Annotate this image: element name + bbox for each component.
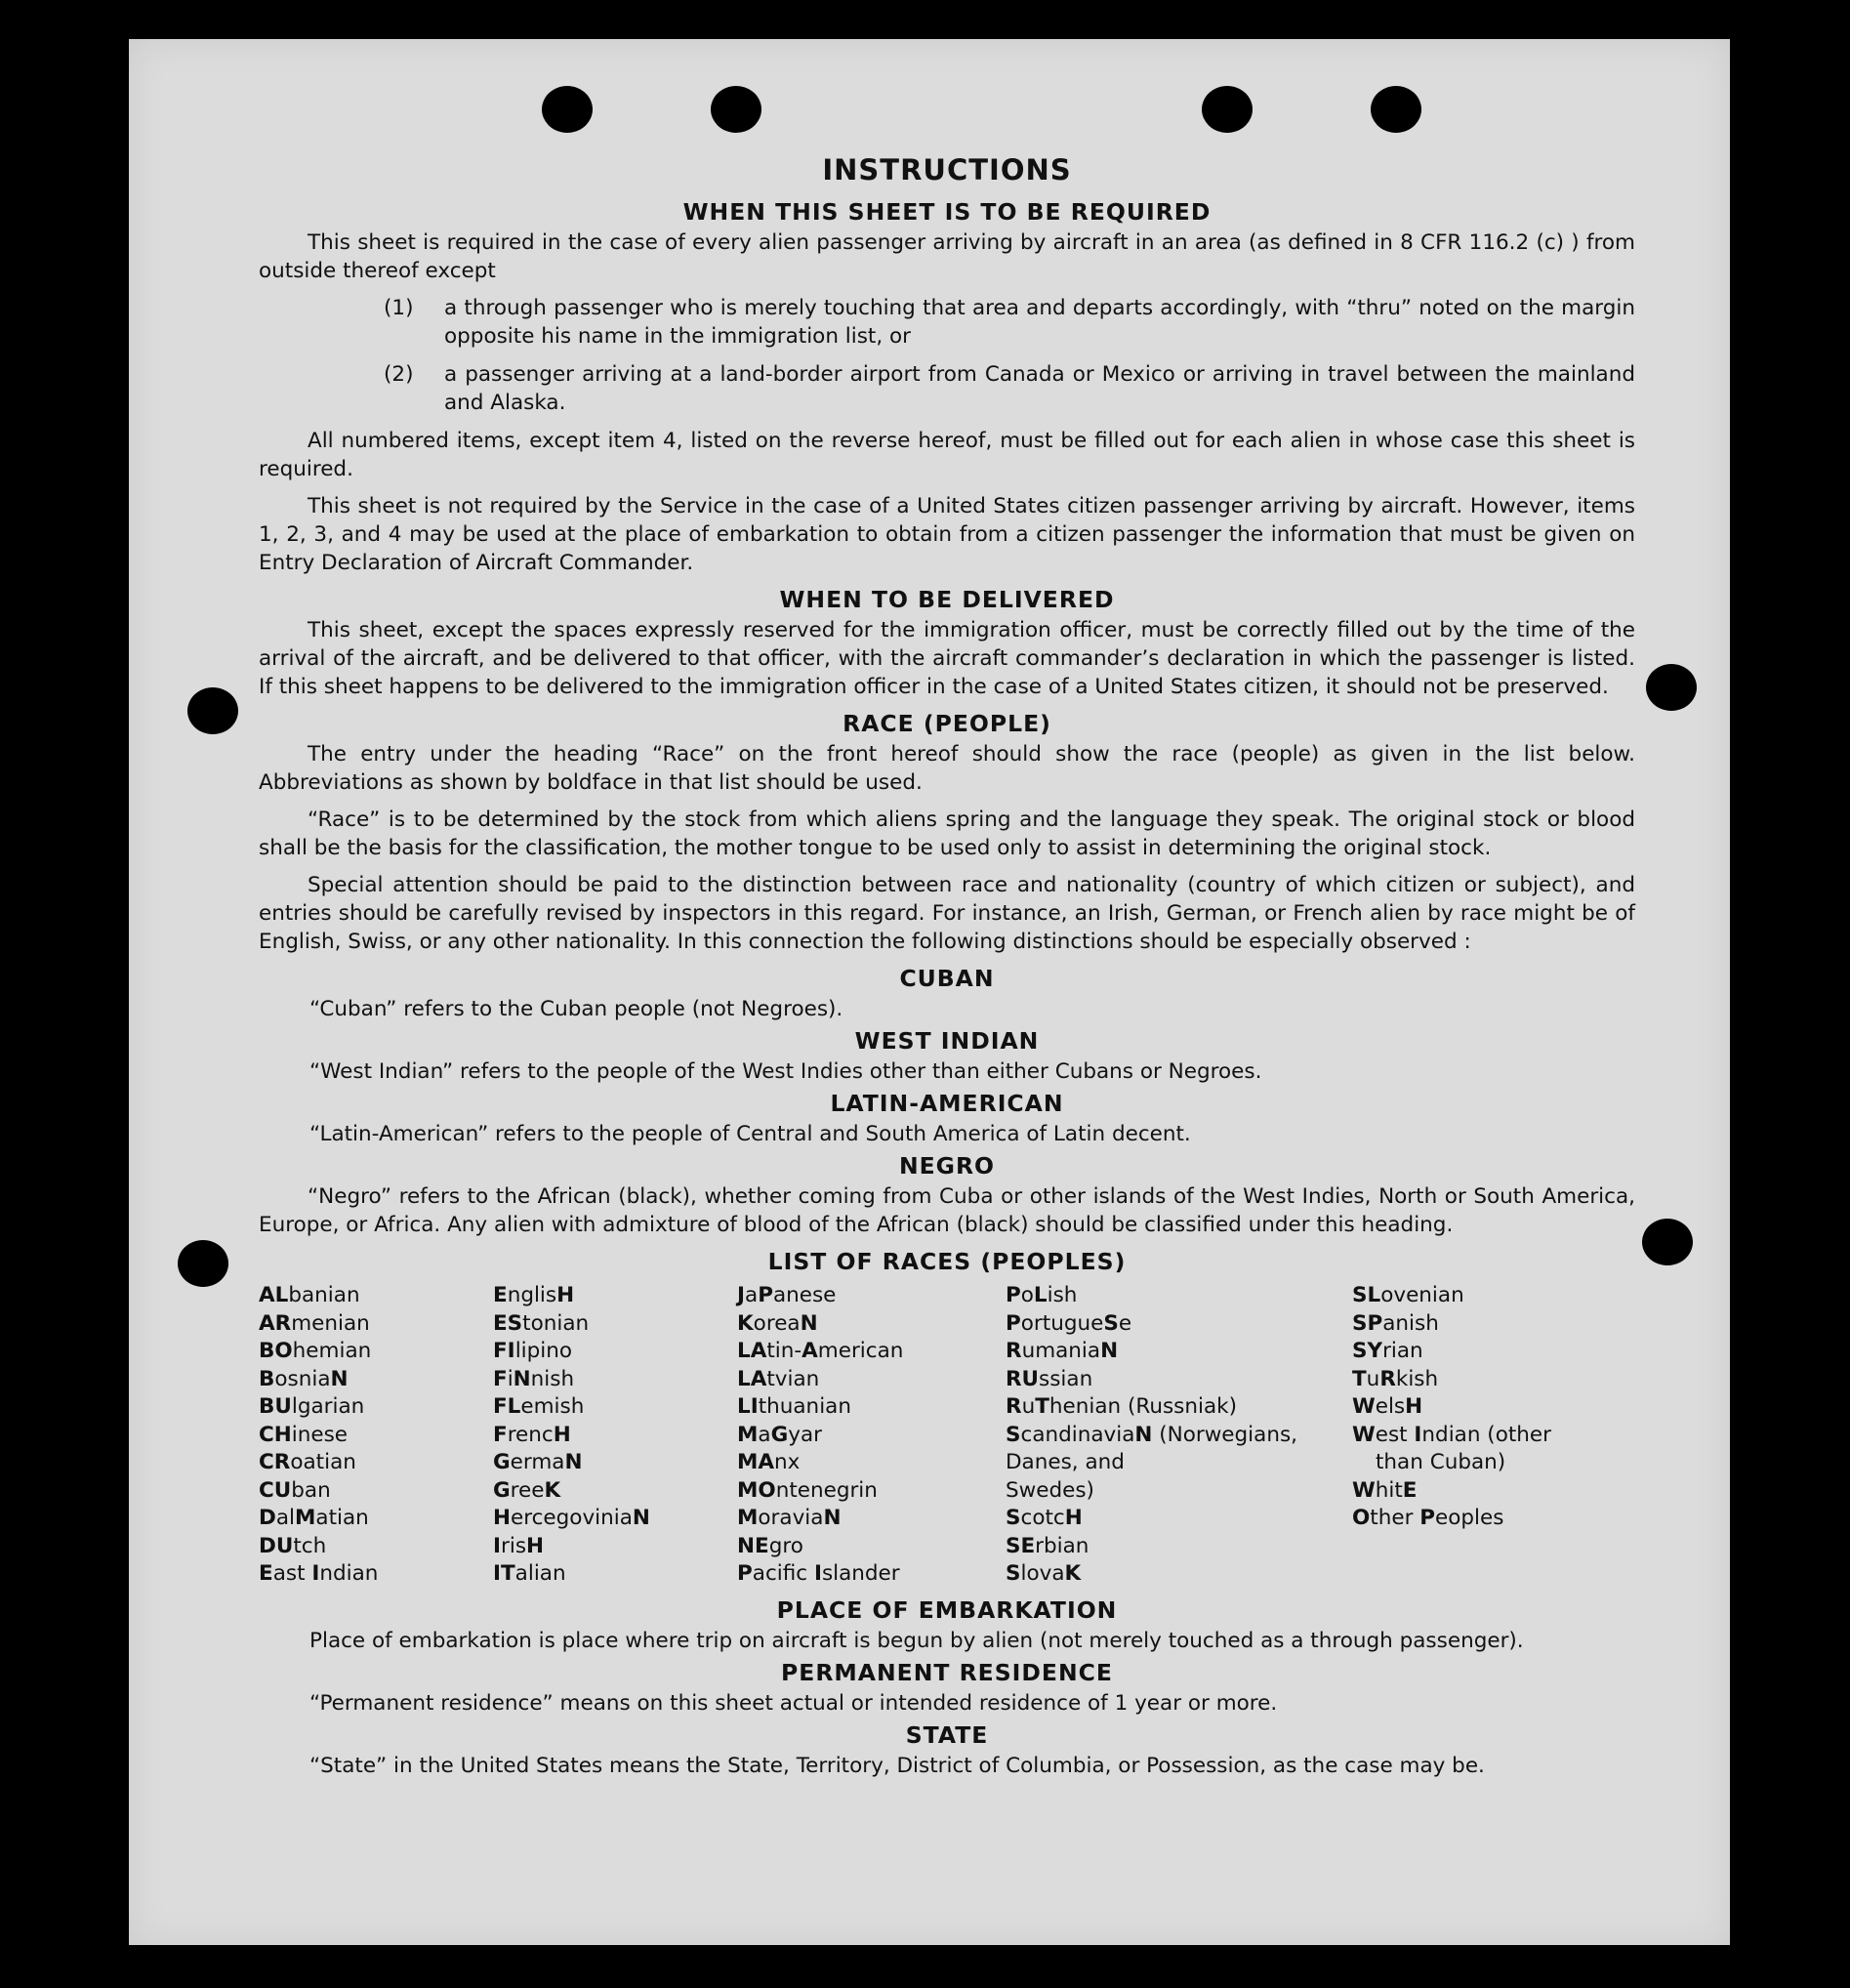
race-item: MaGyar — [737, 1422, 822, 1447]
race-item: ITalian — [493, 1561, 566, 1586]
race-item: than Cuban) — [1376, 1450, 1506, 1474]
definition-embarkation: Place of embarkation is place where trip on aircraft is begun by alien (not merely touched as a through passenger). — [309, 1628, 1524, 1653]
section-heading-cuban: CUBAN — [899, 965, 995, 992]
race-item: SYrian — [1352, 1339, 1423, 1363]
section-heading-state: STATE — [905, 1720, 989, 1749]
punch-hole — [1646, 664, 1697, 711]
race-item: SErbian — [1006, 1533, 1089, 1558]
race-item: FIlipino — [493, 1339, 573, 1363]
race-item: West Indian (other — [1352, 1422, 1551, 1447]
race-item: FrencH — [493, 1422, 571, 1447]
race-item: Danes, and — [1006, 1450, 1125, 1474]
races-column — [1006, 1282, 1352, 1589]
punch-hole — [1642, 1219, 1693, 1265]
section-heading-embarkation: PLACE OF EMBARKATION — [776, 1595, 1118, 1624]
item-text: a passenger arriving at a land-border airport from Canada or Mexico or arriving in travel between the mainland and Alaska. — [444, 362, 1635, 415]
paragraph: This sheet, except the spaces expressly reserved for the immigration officer, must be correctly filled out by the time of the arrival of the aircraft, and be delivered to that officer, with the aircraft commander’s declaration in which the passenger is listed. If this sheet happens to be delivered to the immigration officer in the case of a United States citizen, it should not be preserved. — [259, 618, 1635, 699]
race-item: BOhemian — [259, 1339, 372, 1363]
race-item: FiNnish — [493, 1366, 575, 1391]
paragraph: “Race” is to be determined by the stock from which aliens spring and the language they speak. The original stock or blood shall be the basis for the classification, the mother tongue to be used only to assist in determining the original stock. — [259, 808, 1635, 860]
item-number: (2) — [384, 362, 414, 387]
definition-state: “State” in the United States means the State, Territory, District of Columbia, or Possession, as the case may be. — [309, 1753, 1485, 1778]
punch-hole — [1202, 86, 1253, 133]
section-heading-delivered: WHEN TO BE DELIVERED — [779, 586, 1115, 613]
item-text: a through passenger who is merely touching that area and departs accordingly, with “thru” noted on the margin opposite his name in the immigration list, or — [444, 296, 1635, 349]
race-item: WelsH — [1352, 1394, 1423, 1419]
race-item: PoLish — [1006, 1283, 1078, 1307]
race-item: RumaniaN — [1006, 1339, 1119, 1363]
race-item: CHinese — [259, 1422, 349, 1447]
section-heading-required: WHEN THIS SHEET IS TO BE REQUIRED — [682, 198, 1212, 226]
races-column — [493, 1282, 737, 1589]
punch-hole — [711, 86, 761, 133]
definition-west-indian: “West Indian” refers to the people of the West Indies other than either Cubans or Negroes. — [309, 1059, 1262, 1084]
paragraph: The entry under the heading “Race” on the front hereof should show the race (people) as given in the list below. Abbreviations as shown by boldface in that list should be used. — [259, 742, 1635, 795]
race-item: CUban — [259, 1477, 331, 1503]
race-item: WhitE — [1352, 1477, 1418, 1503]
definition-latin-american: “Latin-American” refers to the people of Central and South America of Latin decent. — [309, 1122, 1191, 1146]
punch-hole — [542, 86, 593, 133]
page-title: INSTRUCTIONS — [822, 153, 1072, 186]
race-item: IrisH — [493, 1533, 545, 1558]
paragraph: This sheet is required in the case of every alien passenger arriving by aircraft in an area (as defined in 8 CFR 116.2 (c) ) from outside thereof except — [259, 230, 1635, 283]
race-item: Pacific Islander — [737, 1561, 900, 1586]
punch-hole — [178, 1240, 228, 1287]
race-item: EnglisH — [493, 1283, 575, 1307]
paragraph: All numbered items, except item 4, listed on the reverse hereof, must be filled out for each alien in whose case this sheet is required. — [259, 429, 1635, 481]
race-item: ScotcH — [1006, 1506, 1083, 1530]
race-item: RUssian — [1006, 1366, 1093, 1391]
race-item: DUtch — [259, 1533, 327, 1558]
section-heading-west-indian: WEST INDIAN — [854, 1027, 1040, 1055]
paragraph: Special attention should be paid to the distinction between race and nationality (country of which citizen or subject), and entries should be carefully revised by inspectors in this regard. For instance, an Irish, German, or French alien by race might be of English, Swiss, or any other nationality. In this connection the following distinctions should be especially observed : — [259, 873, 1635, 954]
race-item: TuRkish — [1352, 1366, 1439, 1391]
race-item: LAtvian — [737, 1366, 820, 1391]
paragraph: This sheet is not required by the Service in the case of a United States citizen passenger arriving by aircraft. However, items 1, 2, 3, and 4 may be used at the place of embarkation to obtain from a citizen passenger the information that must be given on Entry Declaration of Aircraft Commander. — [259, 494, 1635, 575]
race-item: SPanish — [1352, 1310, 1439, 1336]
race-item: GermaN — [493, 1450, 583, 1474]
definition-negro: “Negro” refers to the African (black), whether coming from Cuba or other islands of the West Indies, North or South America, Europe, or Africa. Any alien with admixture of blood of the African (black) should be classified under this heading. — [259, 1184, 1635, 1237]
race-item: ALbanian — [259, 1283, 360, 1307]
race-item: BosniaN — [259, 1366, 349, 1391]
punch-hole — [1371, 86, 1421, 133]
race-item: SlovaK — [1006, 1561, 1082, 1586]
race-item: East Indian — [259, 1561, 379, 1586]
race-item: ScandinaviaN (Norwegians, — [1006, 1422, 1297, 1447]
section-heading-latin-american: LATIN-AMERICAN — [830, 1090, 1064, 1117]
race-item: LIthuanian — [737, 1394, 851, 1419]
race-item: MoraviaN — [737, 1506, 842, 1530]
race-item: MAnx — [737, 1450, 801, 1474]
race-item: NEgro — [737, 1533, 803, 1558]
race-item: BUlgarian — [259, 1394, 365, 1419]
race-item: LAtin-American — [737, 1339, 904, 1363]
race-item: EStonian — [493, 1310, 590, 1336]
races-list — [259, 1282, 1635, 1589]
race-item: Swedes) — [1006, 1477, 1094, 1503]
race-item: JaPanese — [737, 1283, 837, 1307]
race-item: KoreaN — [737, 1310, 818, 1336]
race-item: HercegoviniaN — [493, 1506, 650, 1530]
instructions-content — [259, 153, 1635, 1784]
race-item: PortugueSe — [1006, 1310, 1132, 1336]
race-item: GreeK — [493, 1477, 561, 1503]
section-heading-residence: PERMANENT RESIDENCE — [781, 1658, 1113, 1686]
race-item: DalMatian — [259, 1506, 369, 1530]
punch-hole — [187, 687, 238, 734]
race-item: ARmenian — [259, 1310, 370, 1336]
section-heading-list-of-races: LIST OF RACES (PEOPLES) — [767, 1248, 1127, 1275]
race-item: MOntenegrin — [737, 1477, 878, 1503]
section-heading-negro: NEGRO — [898, 1152, 996, 1180]
race-item: SLovenian — [1352, 1283, 1464, 1307]
race-item: FLemish — [493, 1394, 585, 1419]
race-item: Other Peoples — [1352, 1506, 1504, 1530]
definition-residence: “Permanent residence” means on this sheet actual or intended residence of 1 year or more. — [309, 1690, 1278, 1716]
exception-list — [259, 294, 1635, 417]
races-column — [737, 1282, 1006, 1589]
item-number: (1) — [384, 296, 414, 320]
race-item: CRoatian — [259, 1450, 356, 1474]
race-item: RuThenian (Russniak) — [1006, 1394, 1237, 1419]
races-column — [1352, 1282, 1606, 1589]
list-item — [384, 360, 1635, 417]
list-item — [384, 294, 1635, 351]
section-heading-race: RACE (PEOPLE) — [843, 710, 1051, 737]
races-column — [259, 1282, 493, 1589]
definition-cuban: “Cuban” refers to the Cuban people (not Negroes). — [309, 997, 843, 1021]
